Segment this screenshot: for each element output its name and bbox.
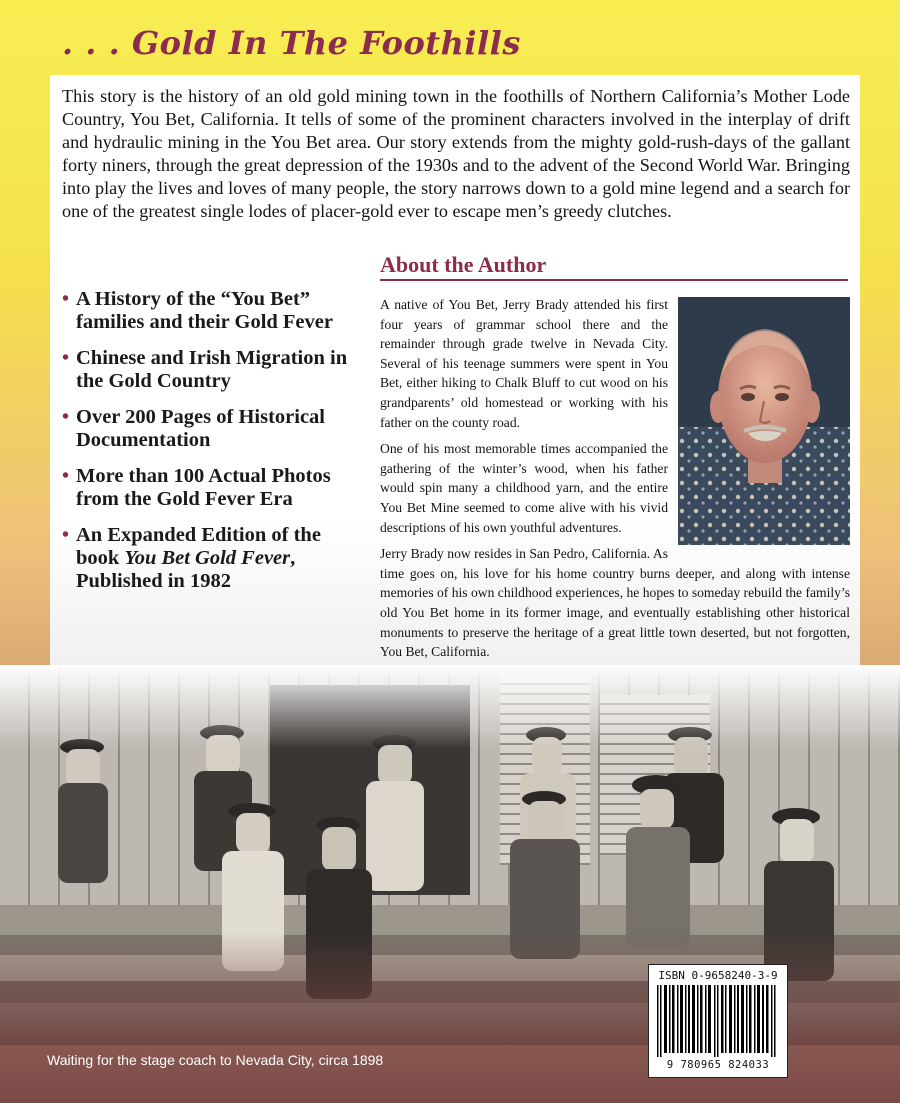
feature-item: • Chinese and Irish Migration in the Gold Country bbox=[62, 347, 348, 392]
author-portrait bbox=[678, 297, 850, 545]
photo-caption: Waiting for the stage coach to Nevada City, circa 1898 bbox=[47, 1052, 384, 1068]
feature-list bbox=[62, 288, 367, 606]
author-paragraph: One of his most memorable times accompanied the gathering of the winter’s wood, when his father would spin many a childhood yarn, and the entire You Bet Mine seemed to come alive with his vivid descriptions of his own youthful adventures. bbox=[380, 441, 668, 535]
barcode-number: 9 780965 824033 bbox=[666, 1059, 770, 1071]
author-bio bbox=[380, 295, 850, 669]
about-author-heading: About the Author bbox=[380, 252, 848, 281]
author-portrait-image bbox=[678, 297, 850, 545]
feature-item: • A History of the “You Bet” families and their Gold Fever bbox=[62, 288, 333, 333]
book-title: You Bet Gold Fever bbox=[124, 547, 291, 569]
isbn-label: ISBN 0-9658240-3-9 bbox=[658, 969, 778, 982]
feature-item: • Over 200 Pages of Historical Documentation bbox=[62, 406, 325, 451]
author-paragraph: Jerry Brady now resides in San Pedro, California. As time goes on, his love for his home country burns deeper, and along with intense memories of his own childhood experiences, he hopes to someday rebuild the family’s old You Bet home in its former image, and eventually establishing other historical monuments to preserve the heritage of a great little town deserted, but not forgotten, You Bet, California. bbox=[380, 546, 851, 660]
isbn-barcode bbox=[648, 964, 788, 1078]
page-title: . . . Gold In The Foothills bbox=[62, 24, 521, 62]
intro-paragraph: This story is the history of an old gold mining town in the foothills of Northern California’s Mother Lode Country, You Bet, California. It tells of some of the prominent characters involved in the interplay of drift and hydraulic mining in the You Bet area. Our story extends from the mighty gold-rush-days of the gallant forty niners, through the great depression of the 1930s and to the advent of the Second World War. Bringing into play the lives and loves of many people, the story narrows down to a gold mine legend and a search for one of the greatest single lodes of placer-gold ever to escape men’s greedy clutches. bbox=[62, 86, 850, 221]
author-paragraph: A native of You Bet, Jerry Brady attended his first four years of grammar school there and the remainder through grade twelve in Nevada City. Several of his teenage summers were spent in You Bet, either hiking to Chalk Bluff to cut wood on his grandparents’ old homestead or working with his father on the county road. bbox=[380, 297, 668, 430]
feature-item: • More than 100 Actual Photos from the Gold Fever Era bbox=[62, 465, 331, 510]
feature-item: • An Expanded Edition of the book You Bet Gold Fever, Published in 1982 bbox=[62, 524, 321, 592]
